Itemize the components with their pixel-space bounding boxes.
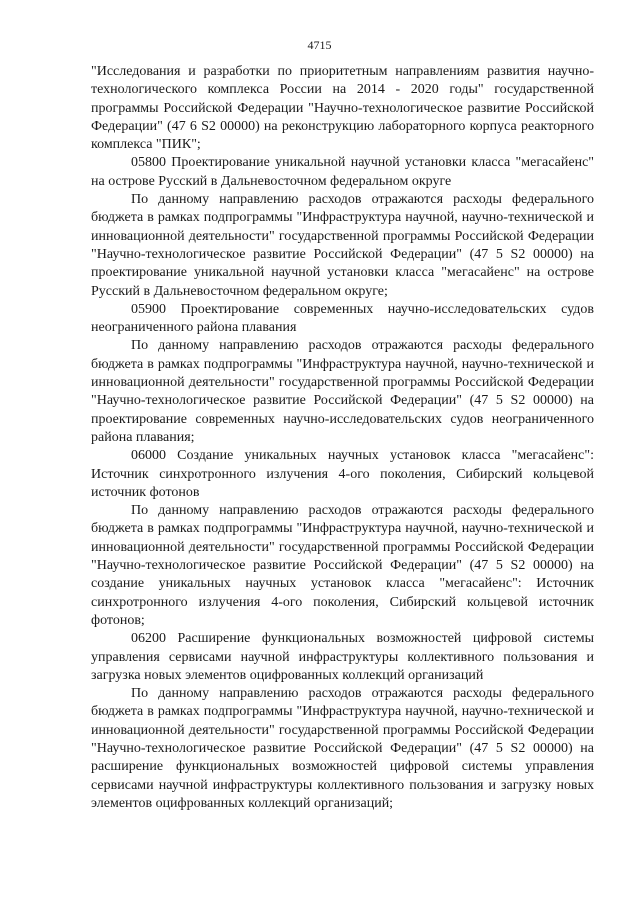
paragraph: "Исследования и разработки по приоритетным направлениям развития научно-технологического комплекса России на 2014 - 2020 годы" государственной программы Российской Федерации "Научно-технологическое развитие Российской Федерации" (47 6 S2 00000) на реконструкцию лабораторного корпуса реакторного комплекса "ПИК"; [91,64,594,153]
section-heading-06200: 06200 Расширение функциональных возможностей цифровой системы управления сервисами научной инфраструктуры коллективного пользования и загрузка новых элементов оцифрованных коллекций организаций [91,631,594,683]
document-body [91,63,594,813]
paragraph: По данному направлению расходов отражаются расходы федерального бюджета в рамках подпрограммы "Инфраструктура научной, научно-технической и инновационной деятельности" государственной программы Российской Федерации "Научно-технологическое развитие Российской Федерации" (47 5 S2 00000) на проектирование уникальной научной установки класса "мегасайенс" на острове Русский в Дальневосточном федеральном округе; [91,192,594,299]
paragraph: По данному направлению расходов отражаются расходы федерального бюджета в рамках подпрограммы "Инфраструктура научной, научно-технической и инновационной деятельности" государственной программы Российской Федерации "Научно-технологическое развитие Российской Федерации" (47 5 S2 00000) на расширение функциональных возможностей цифровой системы управления сервисами научной инфраструктуры коллективного пользования и загрузку новых элементов оцифрованных коллекций организаций; [91,686,594,811]
paragraph: По данному направлению расходов отражаются расходы федерального бюджета в рамках подпрограммы "Инфраструктура научной, научно-технической и инновационной деятельности" государственной программы Российской Федерации "Научно-технологическое развитие Российской Федерации" (47 5 S2 00000) на проектирование современных научно-исследовательских судов неограниченного района плавания; [91,338,594,445]
page-number: 4715 [307,38,332,52]
section-heading-06000: 06000 Создание уникальных научных установок класса "мегасайенс": Источник синхротронного излучения 4-ого поколения, Сибирский кольцевой источник фотонов [91,448,594,500]
section-heading-05800: 05800 Проектирование уникальной научной установки класса "мегасайенс" на острове Русский в Дальневосточном федеральном округе [91,155,594,189]
section-heading-05900: 05900 Проектирование современных научно-исследовательских судов неограниченного района плавания [91,301,594,336]
paragraph: По данному направлению расходов отражаются расходы федерального бюджета в рамках подпрограммы "Инфраструктура научной, научно-технической и инновационной деятельности" государственной программы Российской Федерации "Научно-технологическое развитие Российской Федерации" (47 5 S2 00000) на создание уникальных научных установок класса "мегасайенс": Источник синхротронного излучения 4-ого поколения, Сибирский кольцевой источник фотонов; [91,503,594,628]
